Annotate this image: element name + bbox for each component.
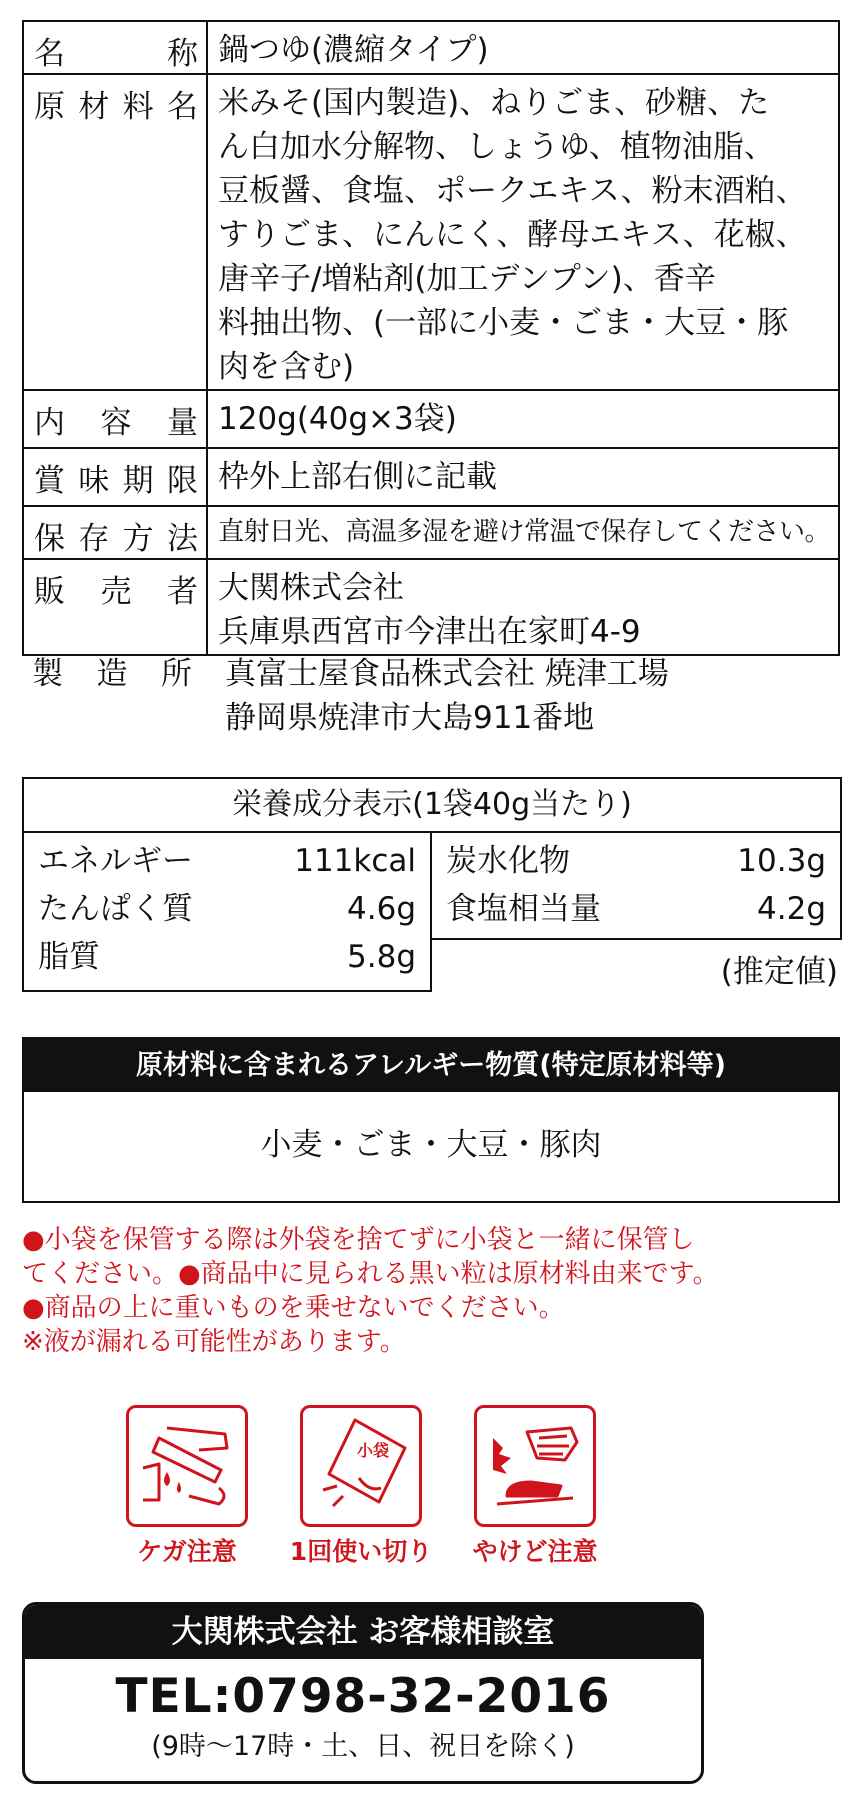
- warning-notices: [22, 1223, 852, 1359]
- burn-hand-icon: [474, 1405, 596, 1527]
- icon-item: [126, 1405, 248, 1569]
- nutrition-title: 栄養成分表示(1袋40g当たり): [22, 777, 842, 833]
- allergen-items: 小麦・ごま・大豆・豚肉: [260, 1127, 602, 1163]
- notice-line: てください。●商品中に見られる黒い粒は原材料由来です。: [22, 1259, 719, 1289]
- storage-label: 保 存 方 法: [34, 521, 198, 557]
- capacity-label: 内 容 量: [34, 405, 198, 441]
- nutrition-table: [22, 777, 840, 992]
- warning-icons: [126, 1405, 596, 1569]
- icon-caption: 1回使い切り: [289, 1537, 433, 1566]
- cut-hand-icon: [126, 1405, 248, 1527]
- icon-caption: やけど注意: [472, 1537, 598, 1566]
- manufacturer-value: 真富士屋食品株式会社 焼津工場 静岡県焼津市大島911番地: [225, 656, 669, 736]
- contact-hours: (9時〜17時・土、日、祝日を除く): [151, 1731, 575, 1762]
- contact-title: 大関株式会社 お客様相談室: [25, 1605, 701, 1659]
- manufacturer-label: 製 造 所: [32, 656, 192, 692]
- nutrition-row: 脂質 5.8g: [38, 939, 416, 975]
- expiry-label: 賞 味 期 限: [34, 463, 198, 499]
- product-info-table: [22, 20, 840, 656]
- ingredients-value: 米みそ(国内製造)、ねりごま、砂糖、た ん白加水分解物、しょうゆ、植物油脂、 豆板醤、食塩、ポークエキス、粉末酒粕、 すりごま、にんにく、酵母エキス、花椒、 唐辛子/増粘剤(加工デンプン)、香辛 料抽出物、(一部に小麦・ごま・大豆・豚 肉を含む): [207, 74, 839, 390]
- row-seller: [23, 559, 839, 655]
- allergen-title: 原材料に含まれるアレルギー物質(特定原材料等): [24, 1039, 838, 1092]
- seller-label: 販 売 者: [34, 574, 198, 610]
- name-label: 名 称: [34, 36, 198, 72]
- seller-value: 大関株式会社 兵庫県西宮市今津出在家町4-9: [207, 559, 839, 655]
- notice-line: ●商品の上に重いものを乗せないでください。: [22, 1293, 565, 1323]
- row-ingredients: [23, 74, 839, 390]
- nutrition-estimate-note: (推定値): [720, 954, 838, 990]
- row-capacity: [23, 390, 839, 448]
- pouch-label: 小袋: [356, 1441, 390, 1460]
- row-expiry: [23, 448, 839, 506]
- expiry-value: 枠外上部右側に記載: [207, 448, 839, 506]
- name-value: 鍋つゆ(濃縮タイプ): [207, 21, 839, 74]
- nutrition-row: 食塩相当量 4.2g: [446, 891, 826, 927]
- icon-item: [289, 1405, 433, 1569]
- nutrition-row: たんぱく質 4.6g: [38, 891, 416, 927]
- row-name: [23, 21, 839, 74]
- manufacturer: [32, 652, 669, 740]
- storage-value: 直射日光、高温多湿を避け常温で保存してください。: [207, 506, 839, 559]
- capacity-value: 120g(40g×3袋): [207, 390, 839, 448]
- row-storage: [23, 506, 839, 559]
- icon-caption: ケガ注意: [137, 1537, 237, 1566]
- ingredients-label: 原 材 料 名: [34, 89, 198, 125]
- customer-service-box: [22, 1602, 704, 1784]
- notice-line: ※液が漏れる可能性があります。: [22, 1327, 406, 1357]
- nutrition-right-column: [432, 831, 842, 940]
- nutrition-left-column: [22, 831, 432, 992]
- contact-phone[interactable]: TEL:0798-32-2016: [115, 1669, 611, 1724]
- nutrition-row: 炭水化物 10.3g: [446, 843, 826, 879]
- icon-item: [474, 1405, 596, 1569]
- allergen-box: [22, 1037, 840, 1203]
- single-pouch-icon: [300, 1405, 422, 1527]
- nutrition-row: エネルギー 111kcal: [38, 843, 416, 879]
- notice-line: ●小袋を保管する際は外袋を捨てずに小袋と一緒に保管し: [22, 1225, 695, 1255]
